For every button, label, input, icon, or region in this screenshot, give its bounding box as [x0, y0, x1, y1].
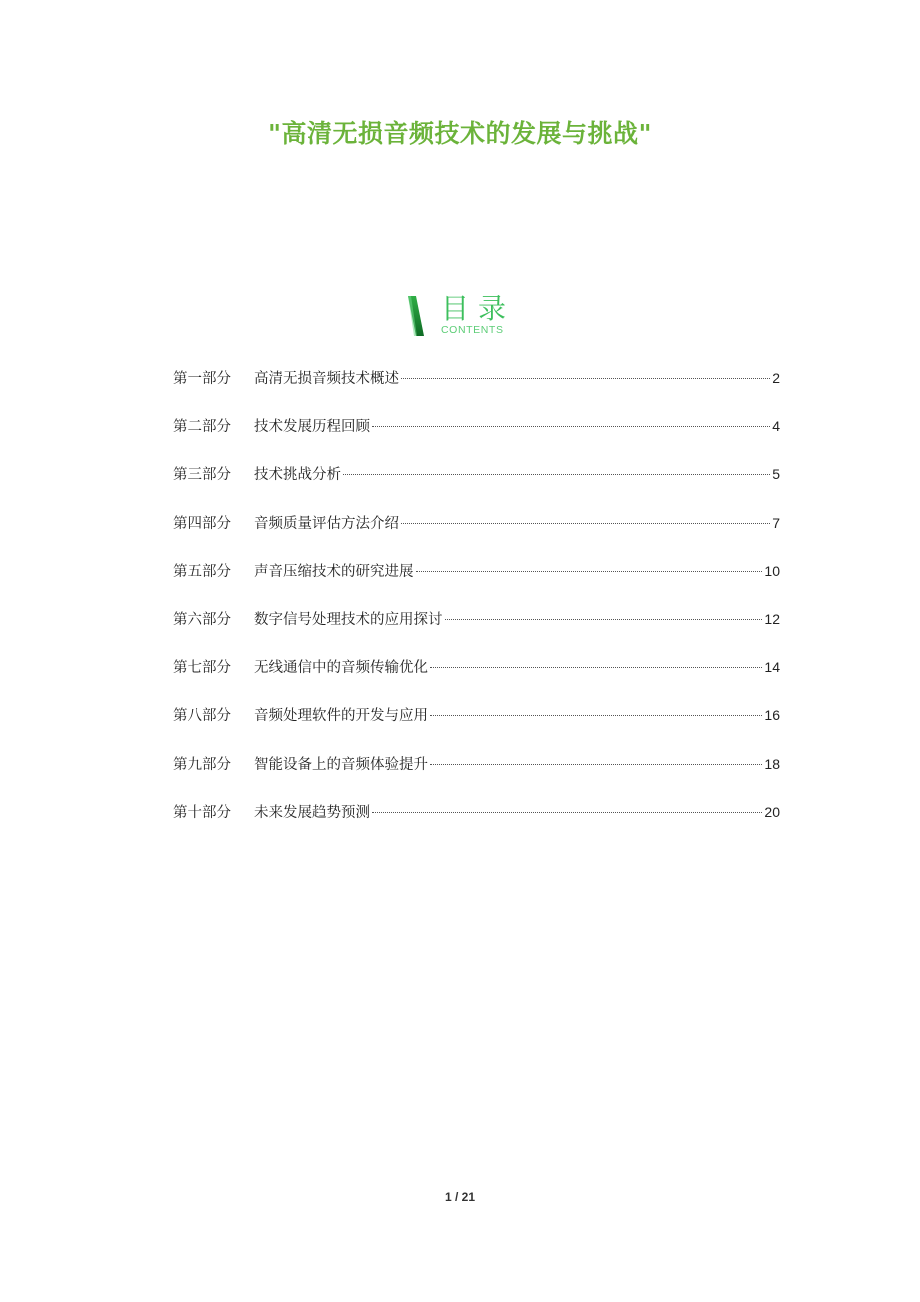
toc-entry-page: 12: [764, 610, 780, 627]
toc-entry[interactable]: [173, 605, 780, 653]
toc-entry-title: 技术发展历程回顾: [254, 419, 370, 436]
toc-heading-subtitle: CONTENTS: [441, 324, 504, 336]
toc-entry[interactable]: [173, 557, 780, 605]
toc-dot-leader: [401, 523, 770, 524]
toc-entry[interactable]: [173, 750, 780, 798]
toc-entry-part: 第九部分: [173, 756, 231, 773]
toc-entry-title: 技术挑战分析: [254, 467, 341, 484]
toc-entry-part: 第三部分: [173, 467, 231, 484]
toc-entry-title: 高清无损音频技术概述: [254, 371, 399, 387]
document-title: "高清无损音频技术的发展与挑战": [267, 119, 653, 148]
toc-dot-leader: [372, 426, 770, 427]
toc-entry[interactable]: [173, 364, 780, 412]
toc-entry-title: 未来发展趋势预测: [254, 804, 370, 821]
toc-list: [173, 364, 780, 846]
toc-dot-leader: [343, 474, 770, 475]
toc-entry-part: 第六部分: [173, 611, 231, 628]
toc-entry-page: 10: [764, 562, 780, 579]
toc-entry-page: 18: [764, 755, 780, 772]
toc-accent-bar-icon: [405, 296, 427, 336]
toc-entry-page: 4: [772, 418, 780, 435]
toc-entry-part: 第二部分: [173, 419, 231, 436]
toc-entry-part: 第八部分: [173, 708, 231, 725]
toc-entry-part: 第七部分: [173, 660, 231, 677]
toc-entry-title: 数字信号处理技术的应用探讨: [254, 611, 443, 628]
page-indicator: 1 / 21: [444, 1190, 476, 1204]
toc-entry[interactable]: [173, 701, 780, 749]
toc-entry-page: 2: [772, 370, 780, 386]
toc-entry[interactable]: [173, 653, 780, 701]
toc-entry-part: 第十部分: [173, 804, 231, 821]
toc-dot-leader: [430, 764, 762, 765]
toc-heading-title: 目录: [441, 292, 516, 325]
toc-entry-part: 第五部分: [173, 563, 231, 580]
toc-entry-title: 无线通信中的音频传输优化: [254, 660, 428, 677]
toc-entry[interactable]: [173, 460, 780, 508]
toc-dot-leader: [401, 378, 770, 379]
toc-entry[interactable]: [173, 412, 780, 460]
toc-entry-page: 7: [772, 514, 780, 531]
toc-entry-title: 音频处理软件的开发与应用: [254, 708, 428, 725]
toc-dot-leader: [430, 715, 762, 716]
toc-entry-title: 智能设备上的音频体验提升: [254, 756, 428, 773]
toc-entry-title: 声音压缩技术的研究进展: [254, 563, 414, 580]
toc-entry-page: 14: [764, 659, 780, 676]
toc-dot-leader: [416, 571, 763, 572]
toc-entry[interactable]: [173, 798, 780, 846]
toc-entry-page: 16: [764, 707, 780, 724]
toc-entry-page: 5: [772, 466, 780, 483]
toc-entry[interactable]: [173, 509, 780, 557]
toc-entry-title: 音频质量评估方法介绍: [254, 515, 399, 532]
toc-dot-leader: [372, 812, 762, 813]
toc-dot-leader: [430, 667, 762, 668]
toc-heading: [405, 294, 525, 340]
toc-dot-leader: [445, 619, 763, 620]
toc-entry-page: 20: [764, 803, 780, 820]
toc-entry-part: 第一部分: [173, 371, 231, 387]
toc-entry-part: 第四部分: [173, 515, 231, 532]
